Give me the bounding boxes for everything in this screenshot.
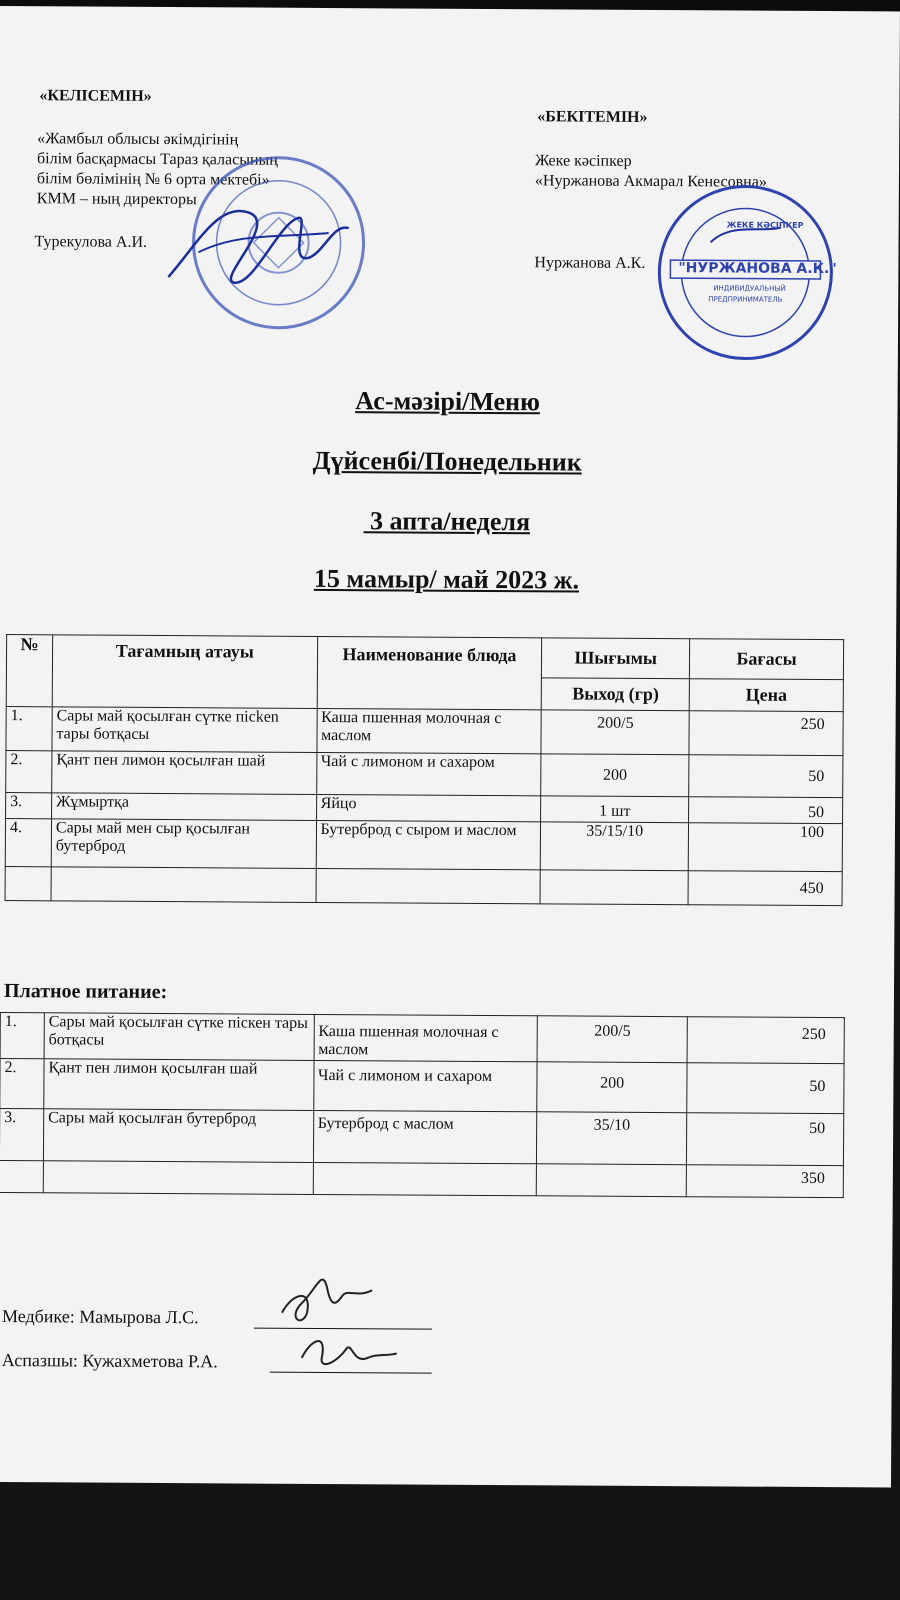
- right-header-title: «БЕКІТЕМІН»: [537, 108, 648, 126]
- paid-row-num: 1.: [0, 1013, 44, 1059]
- header-price-ru: Цена: [689, 679, 843, 712]
- paid-row-price: 50: [687, 1113, 844, 1166]
- table-row: [6, 751, 843, 798]
- left-header-line-4: КММ – ның директоры: [36, 190, 197, 209]
- paid-table: [0, 1012, 845, 1198]
- row-name-kz: Сары май қосылған сүтке пісken тары ботқасы: [52, 707, 317, 753]
- date-title: 15 мамыр/ май 2023 ж.: [313, 563, 580, 595]
- table-total-row: [5, 867, 842, 906]
- paid-row-yield: 200/5: [537, 1016, 687, 1063]
- paid-row-name-ru: Бутерброд с маслом: [313, 1110, 537, 1163]
- paid-row-yield: 200: [537, 1062, 687, 1113]
- table-row: [5, 819, 842, 872]
- header-name-kz: Тағамның атауы: [52, 635, 317, 709]
- left-header-line-3: білім бөлімінің № 6 орта мектебі»: [36, 170, 270, 189]
- row-num: 2.: [6, 751, 52, 793]
- cook-signature: [292, 1318, 402, 1379]
- menu-table: [5, 634, 845, 906]
- table-total-row: [0, 1161, 843, 1198]
- right-header-line-2: «Нуржанова Акмарал Кенесовна»: [534, 172, 767, 191]
- row-name-ru: Бутерброд с сыром и маслом: [316, 820, 541, 869]
- row-yield: 35/15/10: [541, 822, 689, 871]
- total-price: 450: [688, 871, 842, 906]
- row-name-ru: Каша пшенная молочная с маслом: [316, 708, 541, 753]
- cook-signature-label: Аспазшы: Кужахметова Р.А.: [1, 1350, 218, 1372]
- row-name-ru: Чай с лимоном и сахаром: [316, 752, 541, 795]
- paid-row-name-kz: Қант пен лимон қосылған шай: [44, 1059, 314, 1111]
- row-name-ru: Яйцо: [316, 794, 541, 821]
- table-row: [0, 1109, 844, 1166]
- paid-row-name-ru: Чай с лимоном и сахаром: [313, 1060, 537, 1111]
- paid-row-name-ru: Каша пшенная молочная с маслом: [314, 1014, 538, 1061]
- row-price: 100: [688, 823, 842, 872]
- header-yield-ru: Выход (гр): [542, 678, 690, 711]
- stamp-name-text: "НУРЖАНОВА А.К.": [678, 260, 837, 278]
- week-title: 3 апта/неделя: [363, 506, 531, 537]
- row-yield: 1 шт: [541, 796, 689, 823]
- header-name-ru: Наименование блюда: [317, 636, 542, 709]
- paid-row-price: 250: [687, 1017, 844, 1064]
- menu-title: Ас-мәзірі/Меню: [355, 386, 541, 417]
- stamp-bottom-text-1: ИНДИВИДУАЛЬНЫЙ: [713, 284, 786, 293]
- stamp-bottom-text-2: ПРЕДПРИНИМАТЕЛЬ: [708, 295, 783, 304]
- table-row: [0, 1059, 844, 1114]
- right-header-signer: Нуржанова А.К.: [534, 254, 646, 272]
- nurse-signature-label: Медбике: Мамырова Л.С.: [1, 1306, 199, 1328]
- director-signature: [158, 182, 359, 293]
- left-header-line-1: «Жамбыл облысы әкімдігінің: [37, 130, 239, 149]
- row-name-kz: Қант пен лимон қосылған шай: [52, 751, 317, 795]
- header-num: №: [6, 635, 52, 707]
- row-num: 4.: [5, 819, 51, 867]
- document-page: [0, 6, 900, 1487]
- paid-total-price: 350: [686, 1165, 843, 1198]
- paid-heading: Платное питание:: [3, 980, 168, 1004]
- row-num: 3.: [6, 793, 52, 819]
- paid-row-yield: 35/10: [537, 1112, 687, 1165]
- left-header-title: «КЕЛІСЕМІН»: [39, 87, 152, 105]
- row-price: 250: [689, 711, 843, 756]
- row-yield: 200: [541, 754, 689, 797]
- row-yield: 200/5: [541, 710, 689, 755]
- paid-row-num: 3.: [0, 1109, 44, 1161]
- paid-row-price: 50: [687, 1063, 844, 1114]
- row-price: 50: [689, 755, 843, 798]
- row-name-kz: Сары май мен сыр қосылған бутерброд: [51, 819, 316, 869]
- left-header-signer: Турекулова А.И.: [34, 233, 148, 251]
- paid-row-name-kz: Сары май қосылған сүтке піскен тары ботқасы: [44, 1013, 314, 1061]
- paid-row-name-kz: Сары май қосылған бутерброд: [43, 1109, 313, 1163]
- table-row: [6, 707, 843, 756]
- header-yield-kz: Шығымы: [542, 638, 690, 679]
- paid-row-num: 2.: [0, 1059, 44, 1109]
- row-name-kz: Жұмыртқа: [51, 793, 316, 821]
- day-title: Дүйсенбі/Понедельник: [312, 445, 582, 477]
- right-header-line-1: Жеке кәсіпкер: [535, 152, 632, 170]
- left-header-line-2: білім басқармасы Тараз қаласының: [37, 150, 278, 169]
- stamp-top-text: ЖЕКЕ КӘСІПКЕР: [726, 220, 804, 230]
- table-row: [0, 1013, 844, 1064]
- header-price-kz: Бағасы: [690, 639, 844, 680]
- row-num: 1.: [6, 707, 52, 751]
- row-price: 50: [689, 797, 843, 824]
